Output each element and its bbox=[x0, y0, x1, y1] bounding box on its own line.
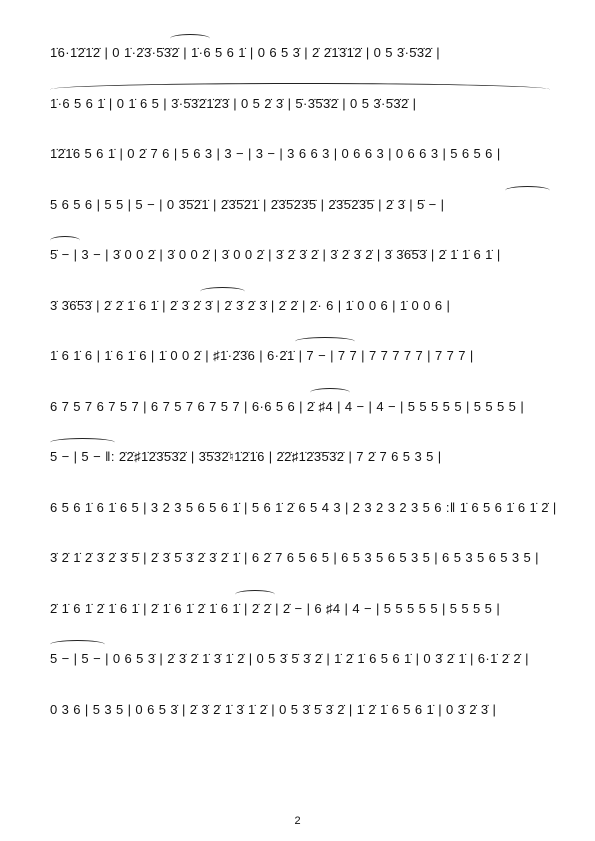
score-line-14 bbox=[50, 687, 550, 738]
numbered-score bbox=[50, 30, 557, 737]
score-line-text: 5 6 5 6 | 5 5 | 5 − | 0 3̇5̇2̇1̇ | 2̇3̇5̇2̇1̇ | 2̇3̇5̇2̇3̇5̇ | 2̇3̇5̇2̇3̇5̇ | 2̇ 3̇ | 5̇ − | bbox=[50, 196, 445, 212]
score-line-10 bbox=[50, 485, 557, 536]
slur bbox=[295, 337, 355, 346]
score-line-text: 3̇ 2̇ 1̇ 2̇ 3̇ 2̇ 3̇ 5̇ | 2̇ 3̇ 5̇ 3̇ 2̇ 3̇ 2̇ 1̇ | 6 2̇ 7 6 5 6 5 | 6 5 3 5 6 5 3 5 | 6 5 3 5 6 5 3 5 | bbox=[50, 550, 539, 565]
score-line-text: 5̇ − | 3 − | 3̇ 0 0 2̇ | 3̇ 0 0 2̇ | 3̇ 0 0 2̇ | 3̇ 2̇ 3̇ 2̇ | 3̇ 2̇ 3̇ 2̇ | 3̇ 3̇6̇5̇3̇ | 2̇ 1̇ 1̇ 6 1̇ | bbox=[50, 247, 501, 262]
score-line-7 bbox=[50, 333, 550, 384]
score-line-text: 3̇ 3̇6̇5̇3̇ | 2̇ 2̇ 1̇ 6 1̇ | 2̇ 3̇ 2̇ 3̇ | 2̇ 3̇ 2̇ 3̇ | 2̇ 2̇ | 2̇· 6 | 1̇ 0 0 6 | 1̇ 0 0 6 | bbox=[50, 297, 451, 313]
score-line-text: 1̇2̇1̇6 5 6 1̇ | 0 2̇ 7 6 | 5 6 3 | 3 − | 3 − | 3 6 6 3 | 0 6 6 3 | 0 6 6 3 | 5 6 5 6 | bbox=[50, 146, 501, 161]
slur bbox=[235, 590, 275, 599]
score-line-13 bbox=[50, 636, 550, 687]
slur bbox=[170, 34, 210, 43]
slur bbox=[505, 186, 550, 195]
score-line-6 bbox=[50, 283, 550, 334]
slur bbox=[50, 438, 115, 447]
score-line-text: 5 − | 5 − ‖: 2̇2̇♯1̇2̇3̇5̇3̇2̇ | 3̇5̇3̇2̇♮1̇2̇1̇6 | 2̇2̇♯1̇2̇3̇5̇3̇2̇ | 7 2̇ 7 6 5 3 5 | bbox=[50, 449, 442, 464]
score-line-12 bbox=[50, 586, 550, 637]
slur bbox=[200, 287, 245, 296]
score-line-text: 2̇ 1̇ 6 1̇ 2̇ 1̇ 6 1̇ | 2̇ 1̇ 6 1̇ 2̇ 1̇ 6 1̇ | 2̇ 2̇ | 2̇ − | 6 ♯4 | 4 − | 5 5 5 5 5 | 5 5 5 5 | bbox=[50, 600, 501, 616]
slur bbox=[50, 236, 80, 245]
score-line-9 bbox=[50, 434, 550, 485]
score-line-text: 6 5 6 1̇ 6 1̇ 6 5 | 3 2 3 5 6 5 6 1̇ | 5 6 1̇ 2̇ 6 5 4 3 | 2 3 2 3 2 3 5 6 :‖ 1̇ 6 5 6 1̇ 6 1̇ 2̇ | bbox=[50, 499, 557, 515]
slur bbox=[50, 640, 105, 649]
score-line-text: 1̇6·1̇2̇1̇2̇ | 0 1̇·2̇3̇·5̇3̇2̇ | 1̇·6 5 6 1̇ | 0 6 5 3̇ | 2̇ 2̇1̇3̇1̇2̇ | 0 5 3̇·5̇3̇2̇ | bbox=[50, 45, 440, 60]
score-line-text: 1̇ 6 1̇ 6 | 1̇ 6 1̇ 6 | 1̇ 0 0 2̇ | ♯1̇·2̇3̇6 | 6·2̇1̇ | 7 − | 7 7 | 7 7 7 7 7 | 7 7 7 | bbox=[50, 348, 474, 363]
score-line-4 bbox=[50, 182, 550, 233]
page-number: 2 bbox=[294, 815, 301, 827]
score-line-2 bbox=[50, 81, 550, 132]
score-line-text: 5 − | 5 − | 0 6 5 3̇ | 2̇ 3̇ 2̇ 1̇ 3̇ 1̇ 2̇ | 0 5 3̇ 5̇ 3̇ 2̇ | 1̇ 2̇ 1̇ 6 5 6 1̇ | 0 3̇ 2̇ 1̇ | 6·1̇ 2̇ 2̇ | bbox=[50, 651, 529, 666]
score-line-11 bbox=[50, 535, 550, 586]
score-line-text: 1̇·6 5 6 1̇ | 0 1̇ 6 5 | 3̇·5̇3̇2̇1̇2̇3̇ | 0 5 2̇ 3̇ | 5̇·3̇5̇3̇2̇ | 0 5 3̇·5̇3̇2̇ | bbox=[50, 95, 417, 111]
score-line-8 bbox=[50, 384, 550, 435]
score-line-5 bbox=[50, 232, 550, 283]
score-line-text: 0 3 6 | 5 3 5 | 0 6 5 3̇ | 2̇ 3̇ 2̇ 1̇ 3̇ 1̇ 2̇ | 0 5 3̇ 5̇ 3̇ 2̇ | 1̇ 2̇ 1̇ 6 5 6 1̇ | 0 3̇ 2̇ 3̇ | bbox=[50, 701, 497, 717]
score-line-text: 6 7 5 7 6 7 5 7 | 6 7 5 7 6 7 5 7 | 6·6 5 6 | 2̇ ♯4 | 4 − | 4 − | 5 5 5 5 5 | 5 5 5 5 | bbox=[50, 398, 525, 414]
score-line-1 bbox=[50, 30, 550, 81]
score-line-3 bbox=[50, 131, 550, 182]
slur bbox=[310, 388, 350, 397]
